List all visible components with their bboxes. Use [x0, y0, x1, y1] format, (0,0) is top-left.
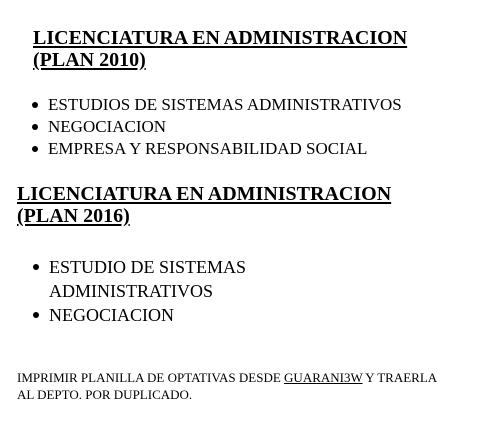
subject-list-plan-2016	[33, 255, 299, 327]
list-item: ESTUDIO DE SISTEMAS ADMINISTRATIVOS	[33, 255, 299, 303]
list-item: ESTUDIOS DE SISTEMAS ADMINISTRATIVOS	[32, 94, 402, 116]
list-item: EMPRESA Y RESPONSABILIDAD SOCIAL	[32, 138, 402, 160]
section-title-line: (PLAN 2016)	[17, 205, 130, 227]
section-title-line: LICENCIATURA EN ADMINISTRACION	[33, 27, 408, 49]
section-title-line: (PLAN 2010)	[33, 49, 146, 71]
print-instructions-note	[17, 369, 437, 403]
guarani3w-link[interactable]: GUARANI3W	[284, 370, 363, 385]
list-item: NEGOCIACION	[32, 116, 402, 138]
section-title-plan-2016	[17, 183, 391, 227]
section-title-line: LICENCIATURA EN ADMINISTRACION	[17, 183, 392, 205]
list-item: NEGOCIACION	[33, 303, 299, 327]
section-title-plan-2010	[33, 27, 407, 71]
note-text-before-link: IMPRIMIR PLANILLA DE OPTATIVAS DESDE	[17, 370, 285, 385]
subject-list-plan-2010	[32, 94, 402, 160]
note-text-after-link: Y TRAERLA AL DEPTO. POR DUPLICADO.	[17, 370, 437, 402]
